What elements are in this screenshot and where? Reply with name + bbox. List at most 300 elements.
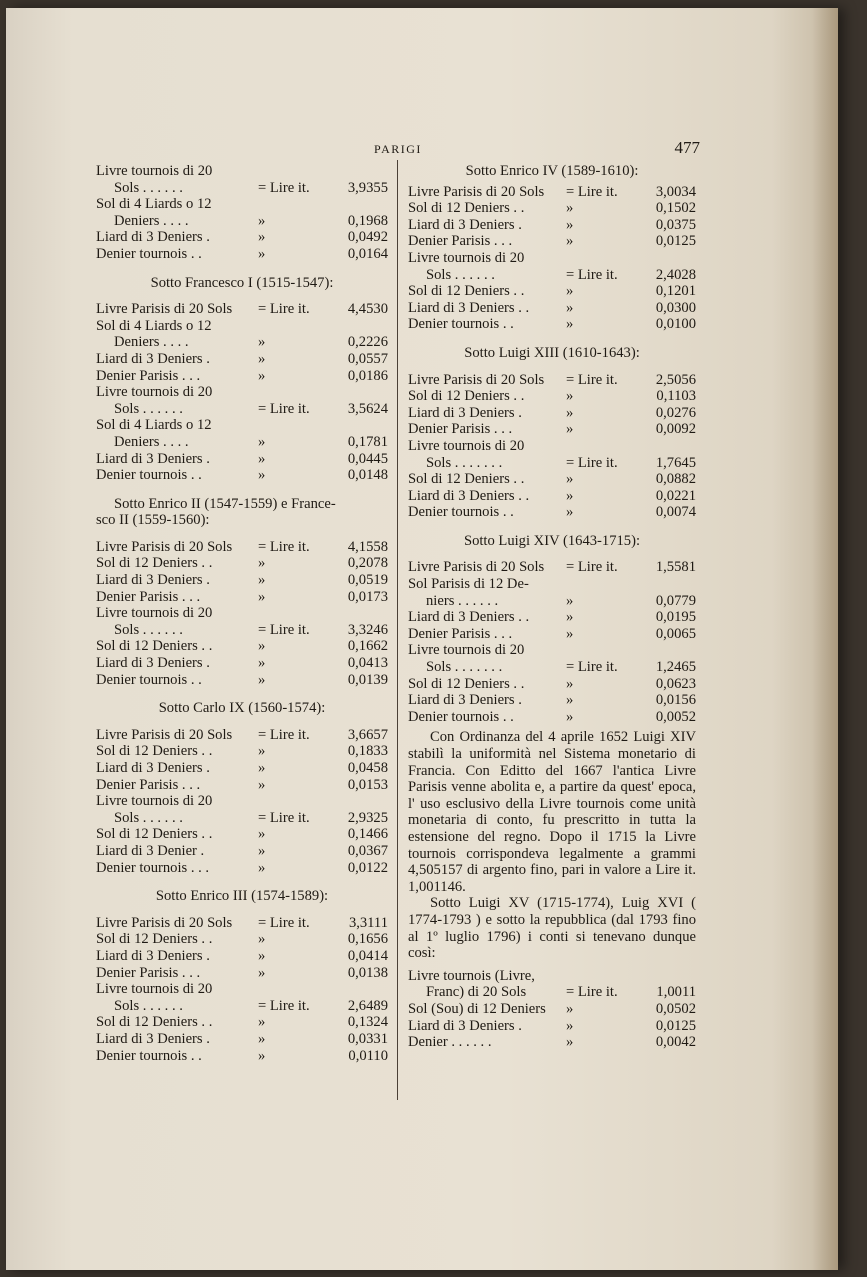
table-row: [408, 1018, 696, 1035]
section-heading: [96, 496, 388, 529]
row-label: Deniers . . . .: [114, 433, 189, 450]
row-equals: »: [258, 433, 266, 450]
row-value: 0,0156: [655, 692, 696, 709]
table-row: [408, 316, 696, 333]
table-row: [408, 488, 696, 505]
row-label: Sol di 12 Deniers . .: [96, 1014, 213, 1031]
row-value: 0,0445: [347, 450, 388, 467]
row-value: 3,5624: [347, 400, 388, 417]
row-label: Denier tournois . .: [96, 245, 202, 262]
row-label: Sols . . . . . . .: [426, 659, 503, 676]
row-equals: »: [566, 388, 574, 405]
row-value: 0,2078: [347, 555, 388, 572]
row-value: 3,0034: [655, 183, 696, 200]
row-value: 3,3246: [347, 621, 388, 638]
table-row: [96, 760, 388, 777]
row-label: Livre tournois di 20: [96, 605, 213, 622]
row-value: 1,7645: [655, 454, 696, 471]
row-equals: »: [566, 609, 574, 626]
row-equals: »: [566, 299, 574, 316]
table-row: [408, 626, 696, 643]
row-equals: = Lire it.: [258, 809, 310, 826]
row-value: 0,0414: [347, 947, 388, 964]
table-row: [96, 334, 388, 351]
row-label: Liard di 3 Deniers .: [408, 404, 522, 421]
row-equals: »: [258, 760, 266, 776]
row-value: 0,0153: [347, 776, 388, 793]
table-row: [408, 250, 696, 267]
row-equals: = Lire it.: [566, 371, 618, 388]
table-row: [96, 384, 388, 401]
row-label: Deniers . . . .: [114, 212, 189, 229]
row-value: 1,5581: [655, 559, 696, 576]
row-value: 0,0139: [347, 671, 388, 688]
row-label: Livre tournois di 20: [96, 384, 213, 401]
row-value: 0,1466: [347, 826, 388, 843]
row-equals: = Lire it.: [566, 454, 618, 471]
right-column: [408, 163, 696, 1051]
row-label: Livre tournois di 20: [408, 249, 525, 266]
table-row: [96, 793, 388, 810]
row-label: Denier tournois . .: [408, 504, 514, 521]
row-value: 1,2465: [655, 659, 696, 676]
table-row: [96, 777, 388, 794]
row-label: Sols . . . . . .: [114, 400, 183, 417]
row-label: Livre Parisis di 20 Sols: [408, 183, 545, 200]
row-label: Sols . . . . . .: [114, 997, 183, 1014]
row-label: Deniers . . . .: [114, 334, 189, 351]
row-equals: = Lire it.: [258, 997, 310, 1014]
row-equals: = Lire it.: [258, 301, 310, 318]
table-row: [408, 676, 696, 693]
row-equals: »: [566, 708, 574, 725]
table-row: [96, 368, 388, 385]
table-row: [96, 229, 388, 246]
row-equals: »: [258, 655, 266, 672]
row-equals: »: [258, 1030, 266, 1047]
row-value: 0,0065: [655, 625, 696, 642]
row-equals: »: [258, 555, 266, 572]
row-value: 0,0122: [347, 859, 388, 876]
row-label: Livre tournois di 20: [408, 437, 525, 454]
row-equals: »: [258, 826, 266, 843]
row-value: 0,0186: [347, 367, 388, 384]
row-equals: = Lire it.: [566, 266, 618, 283]
table-row: [408, 421, 696, 438]
row-equals: »: [258, 367, 266, 384]
row-label: Liard di 3 Deniers .: [408, 216, 522, 233]
row-label: Liard di 3 Deniers .: [96, 572, 210, 589]
row-value: 0,0492: [347, 229, 388, 246]
row-label: Livre Parisis di 20 Sols: [96, 538, 233, 555]
table-row: [96, 981, 388, 998]
row-label: Liard di 3 Deniers .: [96, 350, 210, 367]
table-row: [408, 200, 696, 217]
row-value: 2,6489: [347, 997, 388, 1014]
row-equals: = Lire it.: [566, 183, 618, 200]
row-value: 0,2226: [347, 334, 388, 351]
table-row: [408, 300, 696, 317]
row-equals: »: [258, 743, 266, 760]
row-label: Liard di 3 Denier .: [96, 842, 205, 859]
row-label: Sol di 4 Liards o 12: [96, 317, 212, 334]
row-equals: = Lire it.: [566, 659, 618, 676]
row-value: 0,0367: [347, 842, 388, 859]
section-heading-line: Sotto Enrico II (1547-1559) e France-: [114, 495, 336, 512]
row-value: 0,0195: [655, 609, 696, 626]
table-row: [408, 692, 696, 709]
row-value: 4,1558: [347, 538, 388, 555]
table-row: [408, 217, 696, 234]
row-equals: = Lire it.: [566, 984, 618, 1001]
row-value: 0,0042: [655, 1034, 696, 1051]
table-row: [96, 163, 388, 180]
table-row: [96, 655, 388, 672]
row-label: Sol di 12 Deniers . .: [96, 826, 213, 843]
row-label: Liard di 3 Deniers .: [408, 1017, 522, 1034]
row-label: Livre Parisis di 20 Sols: [96, 914, 233, 931]
row-value: 0,1833: [347, 743, 388, 760]
row-equals: »: [258, 450, 266, 467]
row-label: Livre Parisis di 20 Sols: [408, 559, 545, 576]
row-label: Sol di 12 Deniers . .: [408, 200, 525, 217]
row-equals: »: [258, 245, 266, 262]
row-label: Franc) di 20 Sols: [426, 984, 527, 1001]
table-row: [408, 968, 696, 985]
row-label: Denier Parisis . . .: [408, 421, 513, 438]
section-heading: Sotto Luigi XIII (1610-1643):: [464, 344, 640, 361]
row-label: Sol di 4 Liards o 12: [96, 196, 212, 213]
row-label: Denier Parisis . . .: [96, 964, 201, 981]
row-equals: »: [258, 467, 266, 484]
row-value: 3,9355: [347, 179, 388, 196]
row-label: Denier tournois . . .: [96, 859, 210, 876]
row-label: Denier tournois . .: [96, 1047, 202, 1064]
row-label: Sols . . . . . .: [114, 179, 183, 196]
row-label: Liard di 3 Deniers .: [96, 1030, 210, 1047]
table-row: [96, 1014, 388, 1031]
table-row: [408, 609, 696, 626]
table-row: [96, 555, 388, 572]
row-value: 0,0519: [347, 572, 388, 589]
row-value: 3,6657: [347, 726, 388, 743]
page-edge-shadow: [812, 8, 838, 1270]
row-label: Sols . . . . . .: [114, 809, 183, 826]
table-row: [96, 998, 388, 1015]
row-value: 0,0623: [655, 675, 696, 692]
table-row: [408, 709, 696, 726]
row-equals: »: [566, 316, 574, 333]
row-equals: »: [566, 200, 574, 217]
table-row: [408, 471, 696, 488]
row-value: 0,0100: [655, 316, 696, 333]
row-label: Denier Parisis . . .: [96, 776, 201, 793]
row-value: 0,1656: [347, 931, 388, 948]
row-label: Denier tournois . .: [96, 467, 202, 484]
row-equals: »: [258, 842, 266, 859]
row-value: 2,5056: [655, 371, 696, 388]
table-row: [408, 576, 696, 593]
row-label: Sols . . . . . . .: [426, 454, 503, 471]
row-label: Liard di 3 Deniers . .: [408, 299, 530, 316]
row-value: 0,0125: [655, 1017, 696, 1034]
row-value: 0,0052: [655, 708, 696, 725]
row-equals: = Lire it.: [258, 914, 310, 931]
row-value: 1,0011: [656, 984, 696, 1001]
row-label: Denier Parisis . . .: [408, 625, 513, 642]
table-row: [96, 843, 388, 860]
row-label: Liard di 3 Deniers .: [96, 655, 210, 672]
row-label: Livre Parisis di 20 Sols: [96, 726, 233, 743]
row-equals: »: [258, 334, 266, 351]
page-number: 477: [674, 138, 700, 157]
row-value: 0,1781: [347, 433, 388, 450]
row-value: 0,1662: [347, 638, 388, 655]
row-label: Livre tournois (Livre,: [408, 967, 535, 984]
table-row: [96, 539, 388, 556]
left-column: [96, 163, 388, 1064]
row-label: Sol di 12 Deniers . .: [408, 388, 525, 405]
row-value: 0,1201: [655, 283, 696, 300]
page-header: [96, 138, 700, 160]
table-row: [408, 642, 696, 659]
row-equals: »: [566, 675, 574, 692]
running-head: PARIGI: [374, 142, 422, 156]
row-label: Livre tournois di 20: [408, 642, 525, 659]
row-equals: = Lire it.: [258, 400, 310, 417]
row-value: 0,0276: [655, 404, 696, 421]
paragraph: Con Ordinanza del 4 aprile 1652 Luigi XIV stabilì la uniformità nel Sistema monetario di Francia. Con Editto del 1667 l'antica Livre Parisis venne abolita e, a partire da quest' epoca, l' uso esclusivo della Livre tournois come unità monetaria di conto, fu prescritto in tutta la estensione del regno. Dopo il 1715 la Livre tournois corrispondeva legalmente a grammi 4,505157 di argento fino, pari in valore a Lire it. 1,001146.: [408, 729, 696, 895]
row-label: Livre Parisis di 20 Sols: [96, 301, 233, 318]
table-row: [408, 984, 696, 1001]
row-value: 0,0138: [347, 964, 388, 981]
table-row: [408, 659, 696, 676]
row-equals: »: [566, 471, 574, 488]
row-equals: »: [258, 1014, 266, 1031]
row-equals: »: [566, 233, 574, 250]
row-label: Livre tournois di 20: [96, 163, 213, 179]
row-label: Denier tournois . .: [408, 708, 514, 725]
row-label: Liard di 3 Deniers . .: [408, 609, 530, 626]
table-row: [96, 743, 388, 760]
row-value: 0,0413: [347, 655, 388, 672]
table-row: [96, 948, 388, 965]
row-label: Sol di 12 Deniers . .: [96, 743, 213, 760]
row-label: niers . . . . . .: [426, 592, 499, 609]
row-equals: »: [566, 216, 574, 233]
row-label: Livre Parisis di 20 Sols: [408, 371, 545, 388]
row-equals: »: [566, 625, 574, 642]
row-value: 0,0164: [347, 245, 388, 262]
table-row: [96, 638, 388, 655]
table-row: [96, 810, 388, 827]
table-row: [408, 504, 696, 521]
row-label: Denier Parisis . . .: [96, 367, 201, 384]
table-row: [96, 1048, 388, 1065]
table-row: [96, 860, 388, 877]
row-value: 0,0173: [347, 588, 388, 605]
row-value: 0,1324: [347, 1014, 388, 1031]
table-row: [408, 405, 696, 422]
row-equals: »: [566, 1000, 574, 1017]
row-equals: »: [566, 692, 574, 709]
row-label: Sols . . . . . .: [426, 266, 495, 283]
table-row: [408, 593, 696, 610]
row-label: Liard di 3 Deniers .: [96, 760, 210, 776]
row-equals: »: [258, 572, 266, 589]
table-row: [96, 351, 388, 368]
row-label: Liard di 3 Deniers .: [96, 229, 210, 246]
row-label: Denier tournois . .: [96, 671, 202, 688]
row-label: Denier tournois . .: [408, 316, 514, 333]
table-row: [96, 605, 388, 622]
row-value: 0,0125: [655, 233, 696, 250]
row-equals: »: [566, 283, 574, 300]
row-value: 2,9325: [347, 809, 388, 826]
row-label: Sol (Sou) di 12 Deniers: [408, 1000, 546, 1017]
row-label: Sol di 12 Deniers . .: [96, 638, 213, 655]
row-label: Liard di 3 Deniers .: [408, 692, 522, 709]
row-value: 4,4530: [347, 301, 388, 318]
row-label: Liard di 3 Deniers .: [96, 450, 210, 467]
table-row: [96, 196, 388, 213]
row-equals: »: [258, 859, 266, 876]
row-equals: »: [258, 350, 266, 367]
row-label: Sol di 12 Deniers . .: [96, 931, 213, 948]
row-value: 0,0779: [655, 592, 696, 609]
section-heading: Sotto Luigi XIV (1643-1715):: [463, 532, 641, 549]
row-value: 0,1502: [655, 200, 696, 217]
row-value: 0,0557: [347, 350, 388, 367]
row-equals: = Lire it.: [258, 726, 310, 743]
table-row: [96, 451, 388, 468]
row-equals: »: [566, 504, 574, 521]
row-label: Sol di 12 Deniers . .: [408, 283, 525, 300]
row-label: Sol di 12 Deniers . .: [408, 675, 525, 692]
row-value: 0,0300: [655, 299, 696, 316]
row-value: 0,1103: [656, 388, 696, 405]
table-row: [96, 301, 388, 318]
table-row: [96, 965, 388, 982]
section-heading: Sotto Carlo IX (1560-1574):: [158, 700, 326, 717]
row-equals: = Lire it.: [258, 179, 310, 196]
row-label: Liard di 3 Deniers .: [96, 947, 210, 964]
row-equals: = Lire it.: [566, 559, 618, 576]
table-row: [96, 672, 388, 689]
table-row: [408, 559, 696, 576]
row-label: Sol Parisis di 12 De-: [408, 576, 529, 593]
row-equals: »: [258, 212, 266, 229]
table-row: [408, 283, 696, 300]
row-label: Livre tournois di 20: [96, 793, 213, 810]
row-equals: »: [566, 421, 574, 438]
row-label: Sols . . . . . .: [114, 621, 183, 638]
row-equals: »: [258, 1047, 266, 1064]
table-row: [408, 438, 696, 455]
row-value: 0,0458: [347, 760, 388, 776]
row-equals: »: [566, 404, 574, 421]
row-equals: »: [258, 588, 266, 605]
row-value: 0,1968: [347, 212, 388, 229]
row-label: Denier . . . . . .: [408, 1034, 492, 1051]
row-equals: »: [258, 931, 266, 948]
table-row: [408, 372, 696, 389]
table-row: [96, 622, 388, 639]
section-heading-line: sco II (1559-1560):: [96, 512, 210, 529]
table-row: [96, 572, 388, 589]
row-equals: »: [566, 1034, 574, 1051]
row-equals: »: [258, 638, 266, 655]
row-value: 0,0092: [655, 421, 696, 438]
row-value: 0,0148: [347, 467, 388, 484]
row-label: Livre tournois di 20: [96, 981, 213, 998]
row-label: Sol di 12 Deniers . .: [408, 471, 525, 488]
table-row: [408, 267, 696, 284]
table-row: [96, 318, 388, 335]
table-row: [96, 826, 388, 843]
paragraph: Sotto Luigi XV (1715-1774), Luig XVI ( 1774-1793 ) e sotto la repubblica (dal 1793 fino al 1º luglio 1796) i conti si tenevano dunque così:: [408, 895, 696, 962]
row-value: 0,0882: [655, 471, 696, 488]
row-equals: »: [258, 671, 266, 688]
row-equals: = Lire it.: [258, 621, 310, 638]
table-row: [96, 246, 388, 263]
column-divider: [397, 160, 398, 1100]
row-value: 3,3111: [348, 914, 388, 931]
row-equals: »: [566, 487, 574, 504]
row-equals: »: [566, 1017, 574, 1034]
table-row: [408, 1001, 696, 1018]
row-value: 0,0110: [348, 1047, 388, 1064]
table-row: [408, 1034, 696, 1051]
table-row: [408, 388, 696, 405]
table-row: [408, 455, 696, 472]
row-equals: »: [258, 947, 266, 964]
row-label: Liard di 3 Deniers . .: [408, 487, 530, 504]
row-equals: »: [258, 776, 266, 793]
table-row: [96, 467, 388, 484]
table-row: [408, 184, 696, 201]
row-label: Denier Parisis . . .: [408, 233, 513, 250]
section-heading: Sotto Enrico III (1574-1589):: [155, 888, 329, 905]
row-equals: »: [566, 592, 574, 609]
row-label: Denier Parisis . . .: [96, 588, 201, 605]
row-value: 0,0221: [655, 487, 696, 504]
row-equals: »: [258, 964, 266, 981]
row-value: 2,4028: [655, 266, 696, 283]
row-value: 0,0375: [655, 216, 696, 233]
table-row: [96, 727, 388, 744]
table-row: [408, 233, 696, 250]
table-row: [96, 213, 388, 230]
section-heading: Sotto Francesco I (1515-1547):: [150, 274, 334, 291]
table-row: [96, 589, 388, 606]
table-row: [96, 931, 388, 948]
section-heading: Sotto Enrico IV (1589-1610):: [465, 163, 639, 179]
row-value: 0,0331: [347, 1030, 388, 1047]
table-row: [96, 180, 388, 197]
row-value: 0,0502: [655, 1000, 696, 1017]
table-row: [96, 434, 388, 451]
table-row: [96, 1031, 388, 1048]
row-label: Sol di 4 Liards o 12: [96, 417, 212, 434]
row-equals: »: [258, 229, 266, 246]
table-row: [96, 401, 388, 418]
row-equals: = Lire it.: [258, 538, 310, 555]
row-value: 0,0074: [655, 504, 696, 521]
table-row: [96, 417, 388, 434]
table-row: [96, 915, 388, 932]
row-label: Sol di 12 Deniers . .: [96, 555, 213, 572]
